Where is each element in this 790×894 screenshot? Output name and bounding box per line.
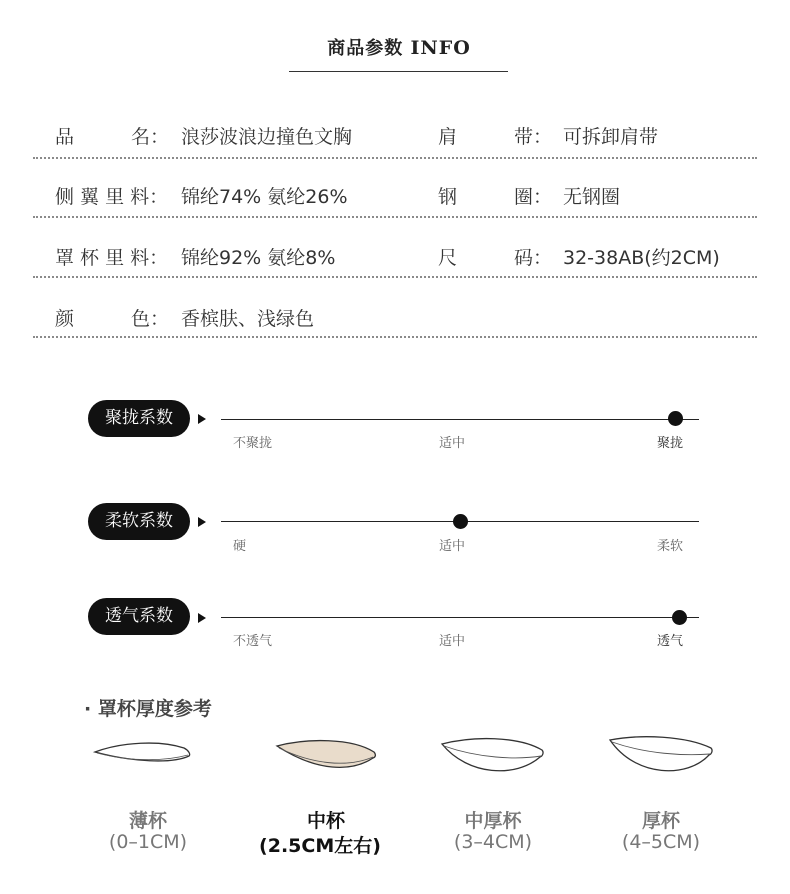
title-underline — [289, 71, 508, 72]
param-label: 钢 圈： — [438, 186, 553, 208]
scale-high-label: 透气 — [657, 634, 684, 649]
param-row-3 — [33, 243, 757, 273]
medium-thick-cup-icon — [438, 736, 548, 780]
scale-track — [221, 419, 699, 420]
cup-type-name: 中杯 — [306, 810, 345, 832]
scale-low-label: 不透气 — [233, 634, 273, 649]
param-row-4 — [33, 304, 757, 334]
row-divider — [33, 157, 757, 159]
scale-high-label: 聚拢 — [657, 436, 684, 451]
param-value: 浪莎波浪边撞色文胸 — [181, 126, 353, 148]
param-value: 香槟肤、浅绿色 — [181, 308, 315, 330]
cup-type-name: 中厚杯 — [464, 810, 522, 832]
param-row-1 — [33, 122, 757, 152]
arrow-right-icon — [198, 517, 206, 527]
arrow-right-icon — [198, 613, 206, 623]
cup-type-name: 厚杯 — [641, 810, 680, 832]
scale-mid-label: 适中 — [439, 634, 466, 649]
scale-low-label: 不聚拢 — [233, 436, 273, 451]
section-title: · 罩杯厚度参考 — [84, 698, 212, 720]
page-title — [290, 34, 508, 60]
cup-thickness-range: (4–5CM) — [621, 831, 701, 853]
param-label: 侧 翼 里 料： — [55, 186, 169, 208]
title-en: INFO — [410, 37, 471, 59]
row-divider — [33, 336, 757, 338]
scale-label-pill: 透气系数 — [88, 598, 190, 635]
arrow-right-icon — [198, 414, 206, 424]
scale-label-pill: 聚拢系数 — [88, 400, 190, 437]
row-divider — [33, 276, 757, 278]
scale-mid-label: 适中 — [439, 539, 466, 554]
thick-cup-icon — [606, 734, 716, 782]
param-value: 32-38AB(约2CM) — [563, 247, 720, 269]
scale-indicator — [668, 411, 683, 426]
scale-high-label: 柔软 — [657, 539, 684, 554]
cup-thickness-range: (3–4CM) — [453, 831, 533, 853]
cup-type-name: 薄杯 — [128, 810, 167, 832]
scale-track — [221, 617, 699, 618]
param-label: 品 名： — [55, 126, 170, 148]
row-divider — [33, 216, 757, 218]
param-label: 罩 杯 里 料： — [55, 247, 169, 269]
scale-mid-label: 适中 — [439, 436, 466, 451]
param-label: 尺 码： — [438, 247, 553, 269]
param-value: 无钢圈 — [563, 186, 621, 208]
cup-thickness-range: (2.5CM左右) — [259, 835, 381, 857]
scale-indicator — [672, 610, 687, 625]
param-label: 颜 色： — [55, 308, 170, 330]
param-value: 可拆卸肩带 — [563, 126, 659, 148]
param-row-2 — [33, 182, 757, 212]
param-label: 肩 带： — [438, 126, 553, 148]
cup-thickness-range: (0–1CM) — [108, 831, 188, 853]
title-cn: 商品参数 — [327, 38, 404, 59]
scale-low-label: 硬 — [233, 539, 247, 554]
medium-cup-icon — [272, 738, 382, 778]
param-value: 锦纶92% 氨纶8% — [181, 247, 336, 269]
param-value: 锦纶74% 氨纶26% — [181, 186, 348, 208]
scale-label-pill: 柔软系数 — [88, 503, 190, 540]
thin-cup-icon — [92, 740, 196, 774]
scale-indicator — [453, 514, 468, 529]
